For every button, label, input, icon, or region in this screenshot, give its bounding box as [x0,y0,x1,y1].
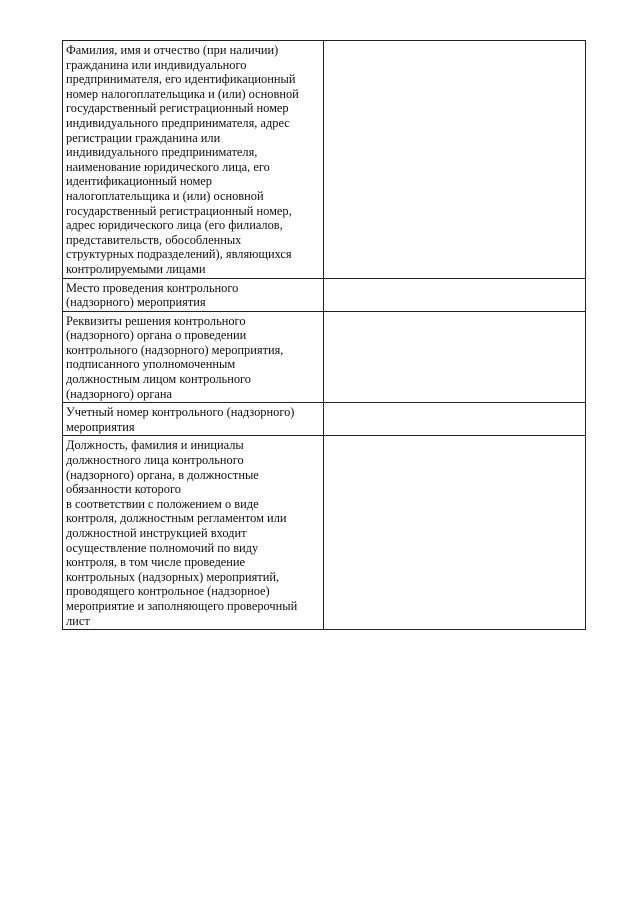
label-line: государственный регистрационный номер, [66,203,292,218]
label-line: адрес юридического лица (его филиалов, [66,218,283,233]
label-line: гражданина или индивидуального [66,57,247,72]
label-line: (надзорного) органа, в должностные [66,467,259,482]
row-value-official[interactable] [324,436,586,630]
label-line: должностного лица контрольного [66,453,244,468]
label-line: (надзорного) органа [66,386,173,401]
row-label-registration-number [63,403,324,436]
label-line: структурных подразделений), являющихся [66,247,292,262]
row-label-inspection-place [63,278,324,311]
label-line: налогоплательщика и (или) основной [66,188,264,203]
label-line: Учетный номер контрольного (надзорного) [66,405,295,420]
label-line: в соответствии с положением о виде [66,496,259,511]
label-line: подписанного уполномоченным [66,357,236,372]
label-line: регистрации гражданина или [66,130,221,145]
row-value-decision-details[interactable] [324,311,586,403]
label-line: лист [66,613,90,628]
row-label-official [63,436,324,630]
label-line: мероприятие и заполняющего проверочный [66,598,298,613]
label-line: контрольных (надзорных) мероприятий, [66,569,280,584]
label-line: обязанности которого [66,482,181,497]
label-line: (надзорного) органа о проведении [66,328,247,343]
label-line: должностной инструкцией входит [66,526,247,540]
row-value-registration-number[interactable] [324,403,586,436]
table-row-controlled-persons [63,41,586,279]
label-line: Место проведения контрольного [66,280,239,295]
table-row-inspection-place [63,278,586,311]
label-line: Реквизиты решения контрольного [66,313,246,328]
label-line: предпринимателя, его идентификационный [66,72,296,87]
label-line: наименование юридического лица, его [66,159,270,174]
label-line: должностным лицом контрольного [66,372,252,387]
label-line: государственный регистрационный номер [66,101,289,116]
label-line: контроля, в том числе проведение [66,555,246,570]
label-line: Должность, фамилия и инициалы [66,438,244,453]
label-line: номер налогоплательщика и (или) основной [66,86,299,101]
row-label-decision-details [63,311,324,403]
label-line: индивидуального предпринимателя, адрес [66,115,290,130]
label-line: идентификационный номер [66,174,213,189]
label-line: проводящего контрольное (надзорное) [66,584,270,599]
row-value-controlled-persons[interactable] [324,41,586,279]
table-row-official [63,436,586,630]
table-row-registration-number [63,403,586,436]
row-label-controlled-persons [63,41,324,279]
label-line: мероприятия [66,419,135,434]
label-line: контрольного (надзорного) мероприятия, [66,342,284,357]
label-line: (надзорного) мероприятия [66,295,206,310]
label-line: контроля, должностным регламентом или [66,511,287,526]
label-line: индивидуального предпринимателя, [66,145,258,160]
label-line: Фамилия, имя и отчество (при наличии) [66,43,279,57]
inspection-info-table [62,40,586,630]
table-row-decision-details [63,311,586,403]
label-line: осуществление полномочий по виду [66,540,259,555]
row-value-inspection-place[interactable] [324,278,586,311]
label-line: контролируемыми лицами [66,261,206,276]
label-line: представительств, обособленных [66,232,242,247]
